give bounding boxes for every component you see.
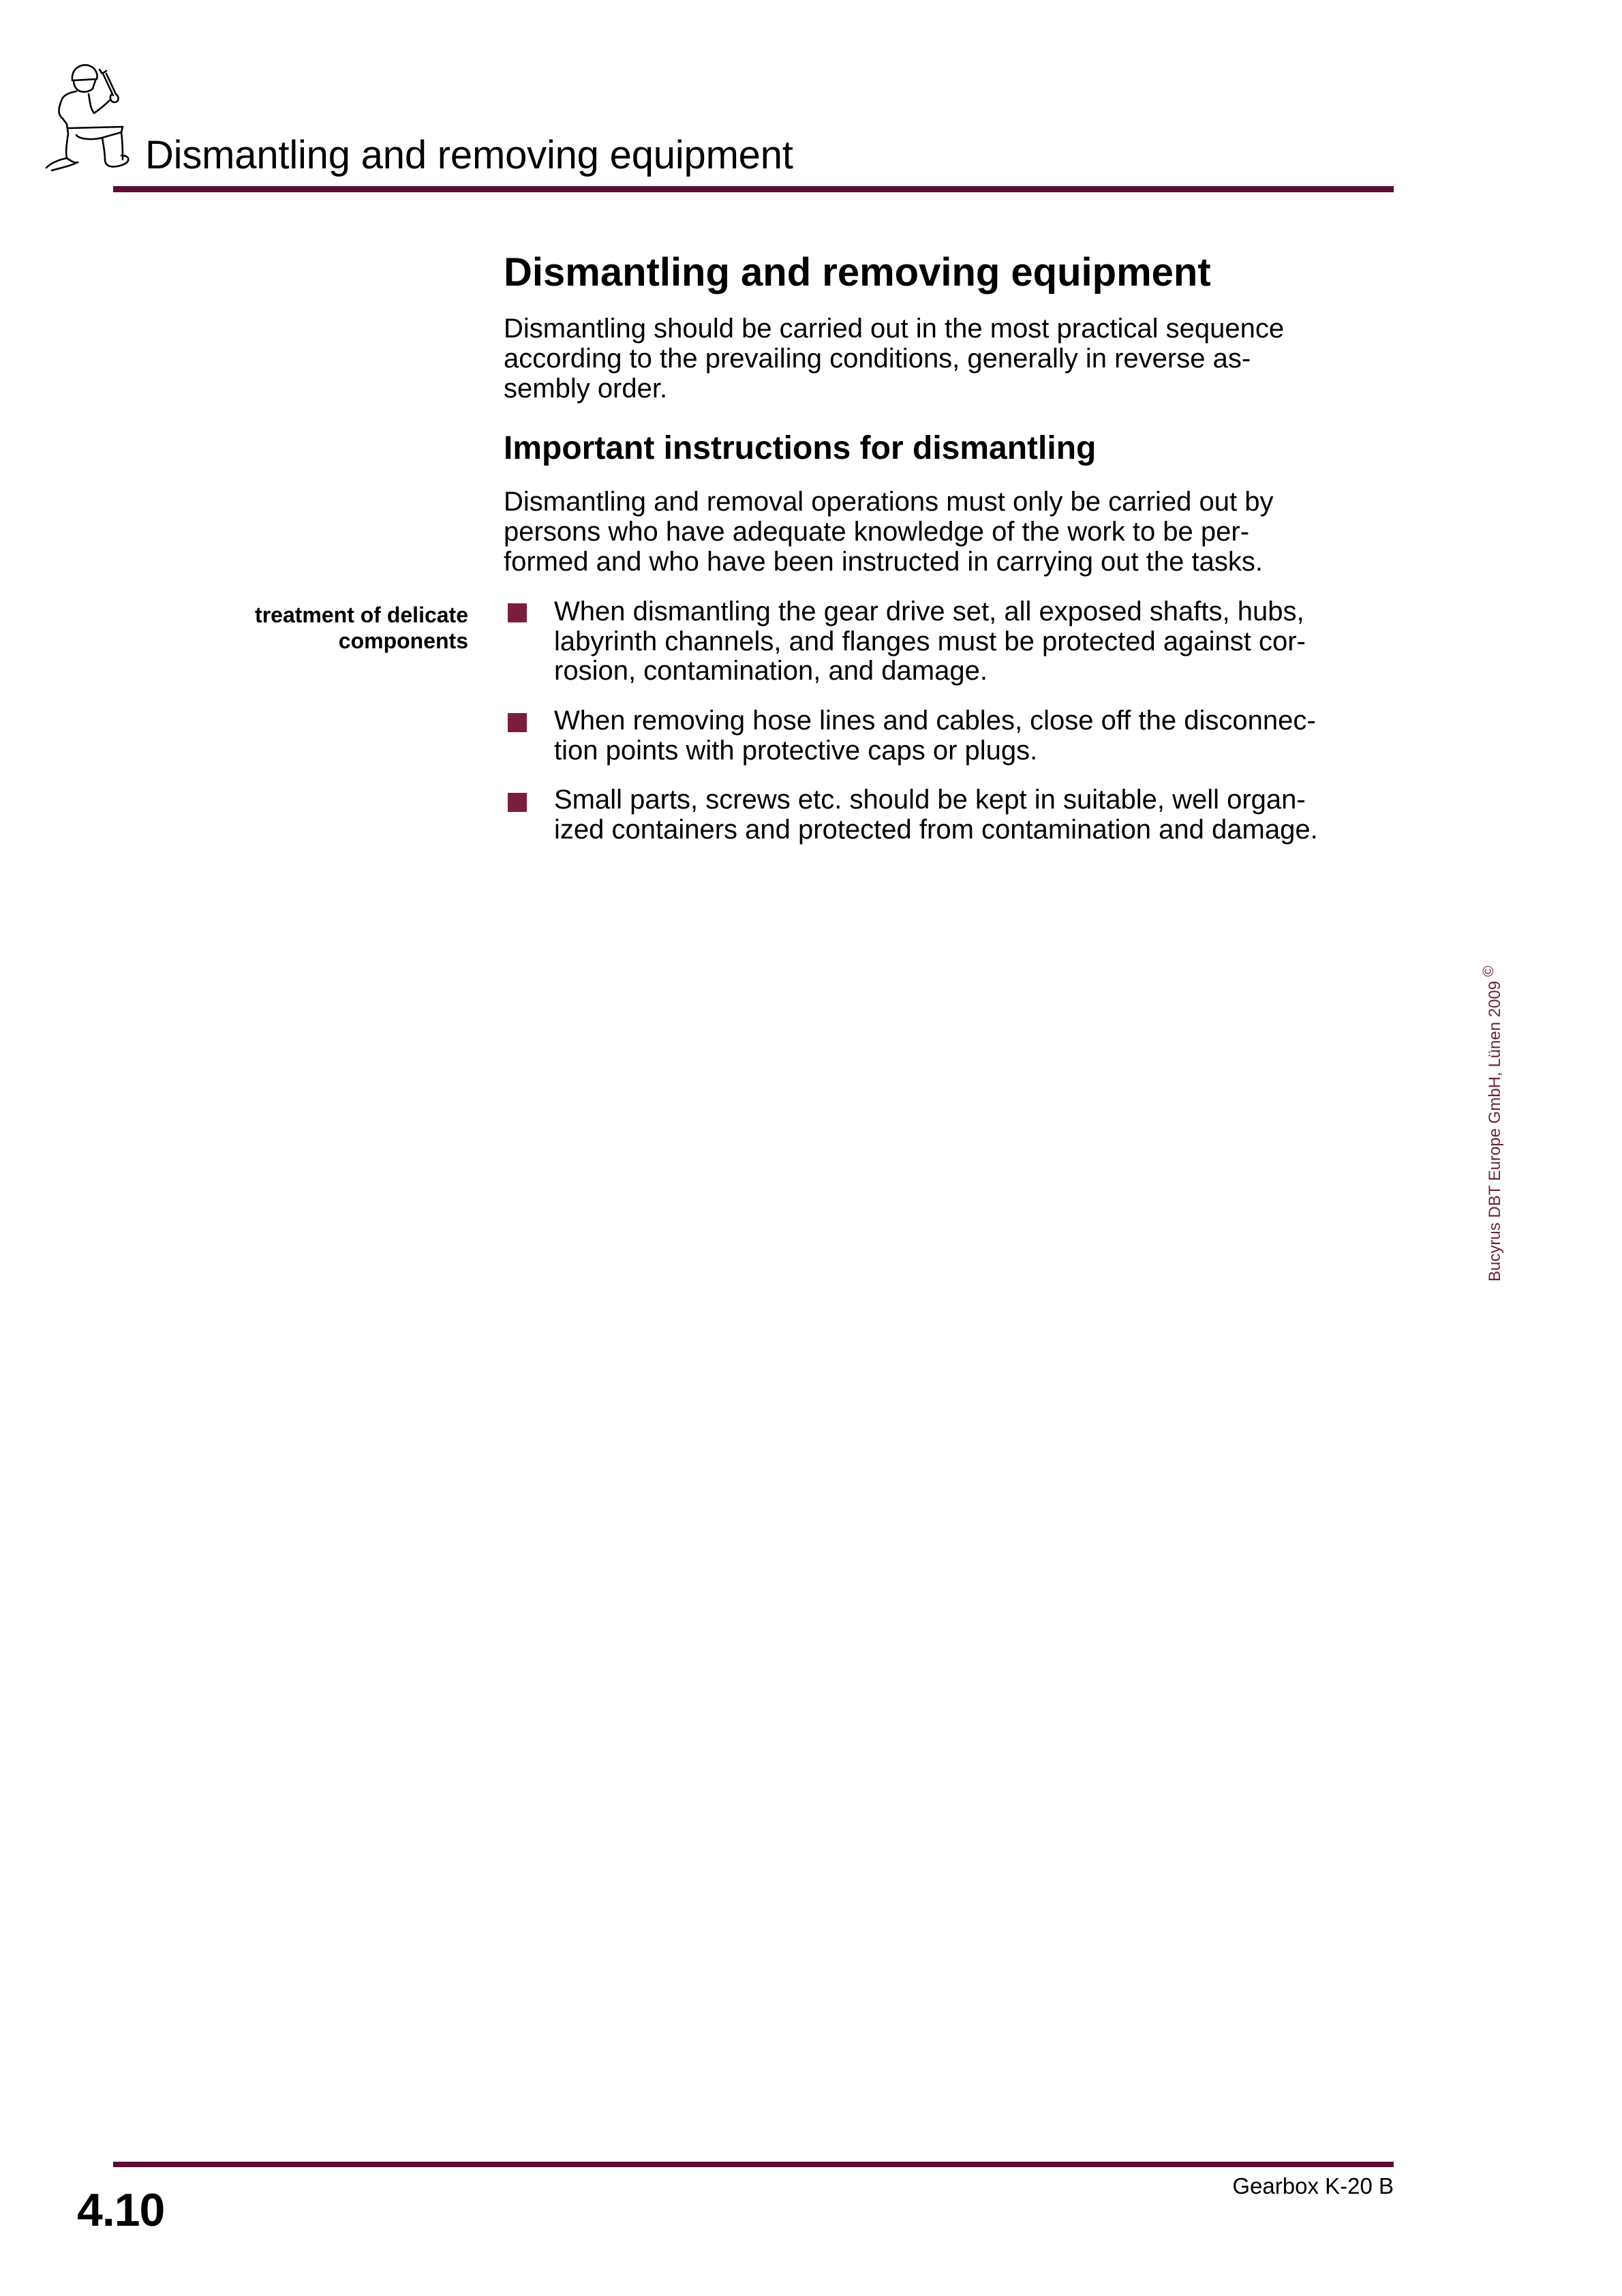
margin-note (255, 602, 468, 654)
text-line: formed and who have been instructed in carrying out the tasks. (504, 547, 1263, 577)
list-item (554, 785, 1318, 845)
intro-paragraph (504, 314, 1284, 404)
margin-note-line: components (338, 629, 468, 653)
text-line: tion points with protective caps or plugs. (554, 735, 1038, 766)
text-line: sembly order. (504, 374, 668, 404)
copyright-icon: © (1480, 965, 1497, 977)
page-number: 4.10 (77, 2184, 165, 2236)
instructions-paragraph (504, 487, 1273, 577)
text-line: When removing hose lines and cables, close off the disconnec- (554, 706, 1316, 736)
text-line: Dismantling and removal operations must only be carried out by (504, 487, 1274, 517)
list-item (554, 597, 1306, 686)
text-line: according to the prevailing conditions, generally in reverse as- (504, 344, 1251, 374)
text-line: persons who have adequate knowledge of the work to be per- (504, 517, 1250, 547)
footer-rule (113, 2162, 1394, 2167)
bullet-square-icon (508, 713, 527, 732)
text-line: labyrinth channels, and flanges must be protected against cor- (554, 626, 1306, 656)
text-line: Dismantling should be carried out in the most practical sequence (504, 314, 1285, 344)
subsection-title: Important instructions for dismantling (504, 430, 1097, 466)
copyright-notice (1480, 965, 1505, 1282)
text-line: ized containers and protected from contamination and damage. (554, 814, 1318, 845)
copyright-text: Bucyrus DBT Europe GmbH, Lünen 2009 (1486, 980, 1504, 1282)
document-name: Gearbox K-20 B (1232, 2173, 1394, 2199)
bullet-square-icon (508, 603, 527, 622)
header-title: Dismantling and removing equipment (145, 133, 793, 177)
text-line: When dismantling the gear drive set, all exposed shafts, hubs, (554, 596, 1304, 626)
bullet-square-icon (508, 793, 527, 812)
mechanic-with-wrench-icon (42, 60, 138, 172)
header-rule (113, 186, 1394, 192)
margin-note-line: treatment of delicate (255, 603, 468, 627)
section-title: Dismantling and removing equipment (504, 250, 1211, 294)
text-line: Small parts, screws etc. should be kept in suitable, well organ- (554, 785, 1306, 815)
text-line: rosion, contamination, and damage. (554, 656, 988, 686)
list-item (554, 706, 1316, 766)
